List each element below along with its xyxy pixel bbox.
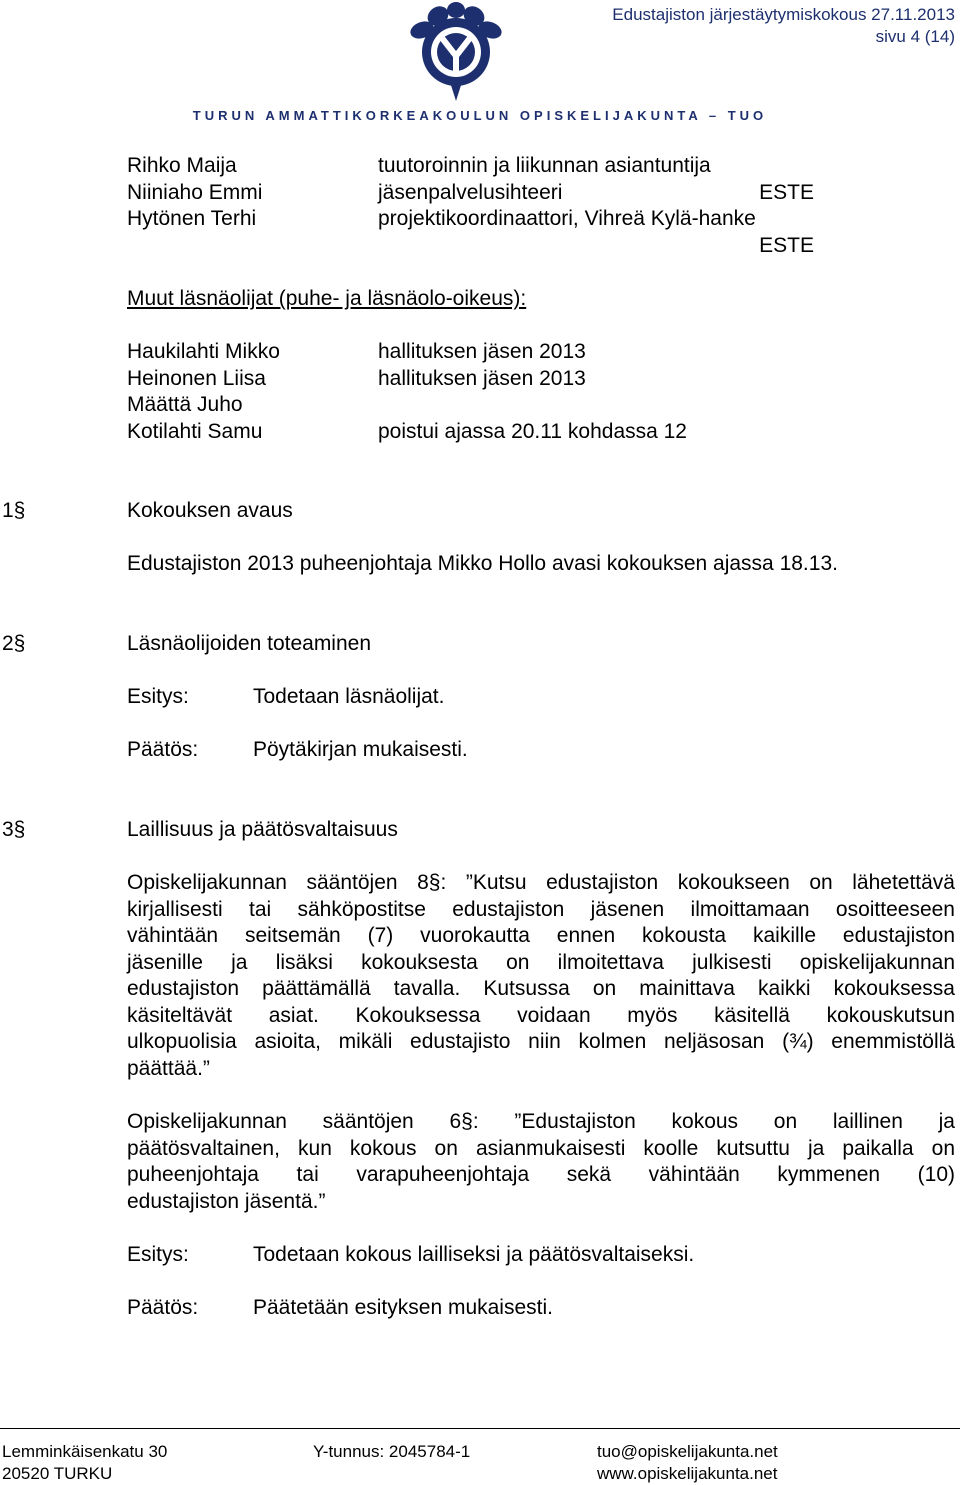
member-row — [0, 153, 960, 180]
section-2-esitys: Todetaan läsnäolijat. — [253, 685, 445, 708]
footer-email[interactable]: tuo@opiskelijakunta.net — [597, 1442, 778, 1461]
member-name: Hytönen Terhi — [127, 207, 257, 230]
section-3-number: 3§ — [2, 818, 26, 841]
member-status: ESTE — [759, 180, 814, 204]
section-3-paragraph-1 — [127, 870, 955, 1082]
paragraph-line: edustajiston jäsentä.” — [127, 1189, 326, 1213]
section-3-esitys-label: Esitys: — [127, 1243, 189, 1266]
footer-divider — [0, 1428, 960, 1429]
section-2-esitys-label: Esitys: — [127, 685, 189, 708]
attendee-name: Haukilahti Mikko — [127, 340, 280, 363]
attendee-row — [0, 366, 960, 393]
footer-contact — [597, 1441, 778, 1485]
section-2-paatos-label: Päätös: — [127, 738, 199, 761]
page-header-info — [612, 4, 955, 48]
section-2-number: 2§ — [2, 632, 26, 655]
attendee-name: Heinonen Liisa — [127, 366, 266, 390]
paragraph-line: Opiskelijakunnan sääntöjen 6§: ”Edustajiston kokous on laillinen ja — [127, 1110, 955, 1133]
organization-name: TURUN AMMATTIKORKEAKOULUN OPISKELIJAKUNTA – TUO — [192, 108, 768, 123]
attendee-name: Määttä Juho — [127, 393, 243, 416]
others-heading: Muut läsnäolijat (puhe- ja läsnäolo-oikeus): — [127, 287, 527, 310]
section-3-paatos-label: Päätös: — [127, 1296, 199, 1319]
section-1-title: Kokouksen avaus — [127, 499, 293, 522]
attendee-role: hallituksen jäsen 2013 — [378, 366, 586, 390]
section-2-title: Läsnäolijoiden toteaminen — [127, 632, 372, 655]
member-row — [0, 206, 960, 233]
page-number: sivu 4 (14) — [875, 27, 955, 46]
member-role: projektikoordinaattori, Vihreä Kylä-hanke — [378, 207, 756, 230]
section-3-title: Laillisuus ja päätösvaltaisuus — [127, 818, 398, 841]
paragraph-line: päätösvaltainen, kun kokous on asianmukaisesti koolle kutsuttu ja paikalla on — [127, 1136, 955, 1160]
section-3-esitys: Todetaan kokous lailliseksi ja päätösvaltaiseksi. — [253, 1243, 695, 1266]
attendee-role: poistui ajassa 20.11 kohdassa 12 — [378, 419, 687, 443]
paragraph-line: vähintään seitsemän (7) vuorokautta ennen kokousta kaikille edustajiston — [127, 924, 955, 947]
member-status: ESTE — [759, 233, 814, 257]
member-name: Rihko Maija — [127, 154, 237, 177]
attendee-role: hallituksen jäsen 2013 — [378, 340, 586, 363]
attendee-name: Kotilahti Samu — [127, 419, 263, 443]
footer-address — [2, 1441, 167, 1485]
paragraph-line: puheenjohtaja tai varapuheenjohtaja sekä vähintään kymmenen (10) — [127, 1163, 955, 1186]
member-row — [0, 233, 960, 260]
section-3-paatos: Päätetään esityksen mukaisesti. — [253, 1296, 553, 1319]
paragraph-line: päättää.” — [127, 1056, 210, 1080]
member-role: tuutoroinnin ja liikunnan asiantuntija — [378, 154, 711, 177]
paragraph-line: edustajiston päättämällä tavalla. Kutsussa on mainittava kaikki kokouksessa — [127, 977, 955, 1000]
member-row — [0, 180, 960, 207]
footer-street: Lemminkäisenkatu 30 — [2, 1442, 168, 1461]
attendee-row — [0, 339, 960, 366]
paragraph-line: Opiskelijakunnan sääntöjen 8§: ”Kutsu edustajiston kokoukseen on lähetettävä — [127, 871, 955, 894]
section-3-paragraph-2 — [127, 1109, 955, 1215]
member-role: jäsenpalvelusihteeri — [378, 180, 563, 204]
paragraph-line: ulkopuolisia asioita, mikäli edustajisto niin kolmen neljäsosan (¾) enemmistöllä — [127, 1030, 955, 1053]
section-1-number: 1§ — [2, 499, 26, 522]
section-1-text: Edustajiston 2013 puheenjohtaja Mikko Hollo avasi kokouksen ajassa 18.13. — [127, 552, 838, 575]
attendee-row — [0, 419, 960, 446]
footer-web[interactable]: www.opiskelijakunta.net — [597, 1464, 778, 1483]
tuo-logo-icon — [400, 2, 512, 102]
member-name: Niiniaho Emmi — [127, 180, 263, 204]
paragraph-line: kirjallisesti tai sähköpostitse edustajiston jäsenen ilmoittamaan osoitteeseen — [127, 897, 955, 921]
footer-postal: 20520 TURKU — [2, 1464, 113, 1483]
section-2-paatos: Pöytäkirjan mukaisesti. — [253, 738, 468, 761]
document-title: Edustajiston järjestäytymiskokous 27.11.2013 — [612, 5, 955, 24]
attendee-row — [0, 392, 960, 419]
footer-ytunnus: Y-tunnus: 2045784-1 — [313, 1442, 471, 1461]
paragraph-line: jäsenille ja lisäksi kokouksesta on ilmoitettava julkisesti opiskelijakunnan — [127, 950, 955, 974]
paragraph-line: käsiteltävät asiat. Kokouksessa voidaan myös käsitellä kokouskutsun — [127, 1003, 955, 1027]
